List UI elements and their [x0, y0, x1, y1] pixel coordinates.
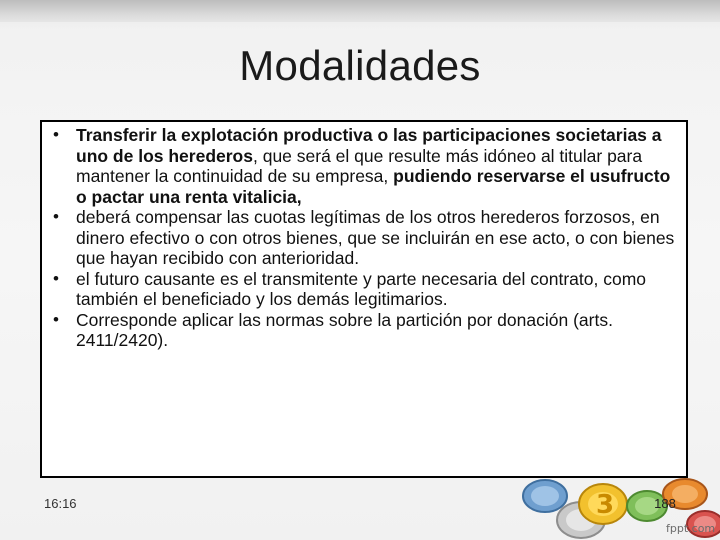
footer-date: 16:16	[44, 496, 77, 511]
bullet-item	[42, 125, 686, 207]
svg-text:3: 3	[596, 490, 615, 520]
coin-blue	[523, 480, 567, 512]
bullet-dot: •	[53, 268, 59, 288]
coin-gold	[579, 484, 627, 524]
slide-title: Modalidades	[239, 42, 481, 89]
bullet-text-bold: pudiendo reservarse el usufructo o pactar una renta vitalicia,	[76, 166, 671, 207]
watermark: fppt.com	[666, 522, 716, 535]
bullet-text: deberá compensar las cuotas legítimas de los otros herederos forzosos, en dinero efectivo o con otros bienes, que se incluirán en ese acto, o con bienes que hayan recibido con anterioridad.	[76, 207, 675, 268]
top-band	[0, 0, 720, 22]
bullet-item	[42, 207, 686, 269]
content-box	[40, 120, 688, 478]
bullet-dot: •	[53, 125, 59, 144]
bullet-item	[42, 269, 686, 310]
bullet-text-bold: Transferir la explotación productiva o las participaciones societarias a uno de los herederos	[76, 125, 662, 166]
bullet-dot: •	[53, 207, 59, 226]
bullet-dot: •	[53, 309, 59, 329]
bullet-text: Corresponde aplicar las normas sobre la partición por donación (arts. 2411/2420).	[76, 309, 613, 350]
page-number: 188	[654, 496, 676, 511]
bullet-text: el futuro causante es el transmitente y parte necesaria del contrato, como también el beneficiado y los demás legitimarios.	[76, 268, 647, 309]
bullet-text: , que será el que resulte más idóneo al titular para mantener la continuidad de su empresa,	[76, 145, 643, 186]
bullet-item	[42, 310, 686, 351]
bullet-list	[42, 125, 686, 351]
